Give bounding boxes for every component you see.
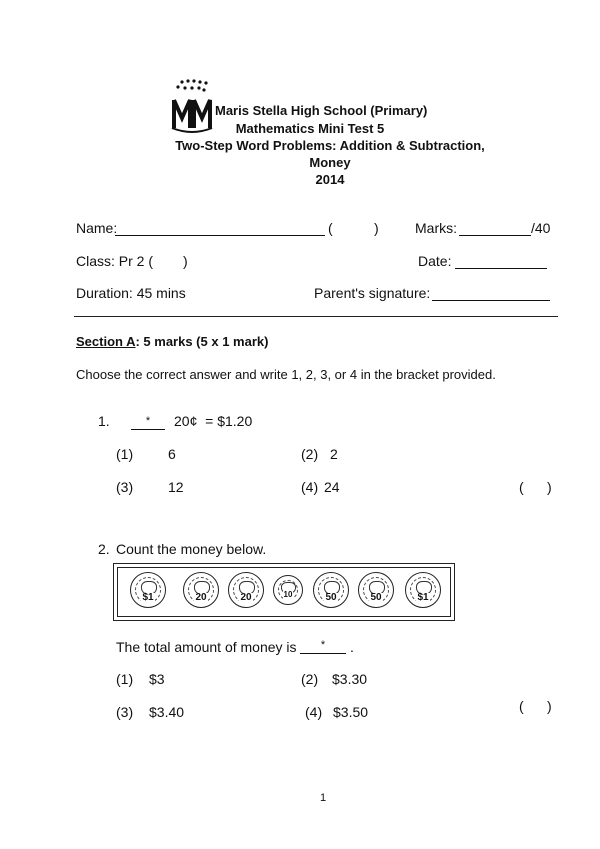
- index-bracket-close: ): [374, 220, 379, 236]
- q2-option-2-value: $3.30: [332, 671, 368, 687]
- coin-50-cents: 50: [313, 572, 349, 608]
- q2-answer-bracket[interactable]: ( ): [519, 698, 552, 714]
- coin-20-cents: 20: [228, 572, 264, 608]
- section-title-label: Section A: [76, 334, 136, 349]
- name-line[interactable]: [115, 235, 325, 236]
- topic-line-2: Money: [309, 155, 351, 170]
- coin-1-dollar: $1: [130, 572, 166, 608]
- q1-option-3-num: (3): [116, 479, 134, 495]
- school-name: Maris Stella High School (Primary): [215, 103, 428, 118]
- q1-option-2-num: (2): [301, 446, 319, 462]
- date-label: Date:: [418, 253, 452, 269]
- q1-option-4-num: (4): [301, 479, 319, 495]
- q2-option-2-num: (2): [301, 671, 319, 687]
- section-title-marks: : 5 marks (5 x 1 mark): [135, 334, 269, 349]
- q2-option-1-value: $3: [149, 671, 165, 687]
- parent-signature-label: Parent's signature:: [314, 285, 431, 301]
- coin-10-cents: 10: [273, 575, 303, 605]
- marks-total: /40: [531, 220, 551, 236]
- section-title: [76, 334, 268, 349]
- year: 2014: [315, 172, 345, 187]
- q1-option-2-value: 2: [330, 446, 338, 462]
- q1-blank[interactable]: [131, 413, 165, 430]
- q1-star: *: [145, 415, 151, 427]
- divider: [74, 316, 558, 317]
- coin-50-cents: 50: [358, 572, 394, 608]
- parent-signature-line[interactable]: [432, 300, 550, 301]
- q1-expression: 20¢ = $1.20: [174, 413, 253, 429]
- class-bracket-close: ): [183, 253, 188, 269]
- page-number: 1: [320, 792, 327, 804]
- q1-option-1-num: (1): [116, 446, 134, 462]
- q1-option-4-value: 24: [324, 479, 340, 495]
- q2-period: .: [350, 639, 354, 655]
- q1-option-1-value: 6: [168, 446, 176, 462]
- q2-option-1-num: (1): [116, 671, 134, 687]
- index-bracket-open: (: [328, 220, 333, 236]
- section-instruction: Choose the correct answer and write 1, 2, 3, or 4 in the bracket provided.: [76, 367, 496, 382]
- coins-box: [113, 563, 455, 621]
- q2-number: 2.: [98, 541, 110, 557]
- q2-blank[interactable]: [300, 637, 346, 654]
- topic-line-1: Two-Step Word Problems: Addition & Subtraction,: [175, 138, 485, 153]
- marks-line[interactable]: [459, 235, 531, 236]
- q2-option-4-value: $3.50: [333, 704, 369, 720]
- name-label: Name:: [76, 220, 118, 236]
- q1-answer-bracket[interactable]: ( ): [519, 479, 552, 495]
- class-label: Class: Pr 2 (: [76, 253, 154, 269]
- q2-total-text: The total amount of money is: [116, 639, 297, 655]
- q2-option-4-num: (4): [305, 704, 323, 720]
- test-title: Mathematics Mini Test 5: [235, 121, 385, 136]
- q2-option-3-num: (3): [116, 704, 134, 720]
- coins-inner-box: [117, 567, 451, 617]
- coin-1-dollar: $1: [405, 572, 441, 608]
- date-line[interactable]: [455, 268, 547, 269]
- q2-prompt: Count the money below.: [116, 541, 267, 557]
- q1-number: 1.: [98, 413, 110, 429]
- duration: Duration: 45 mins: [76, 285, 186, 301]
- q2-star: *: [320, 639, 326, 651]
- marks-label: Marks:: [415, 220, 457, 236]
- q2-option-3-value: $3.40: [149, 704, 185, 720]
- q1-option-3-value: 12: [168, 479, 184, 495]
- coin-20-cents: 20: [183, 572, 219, 608]
